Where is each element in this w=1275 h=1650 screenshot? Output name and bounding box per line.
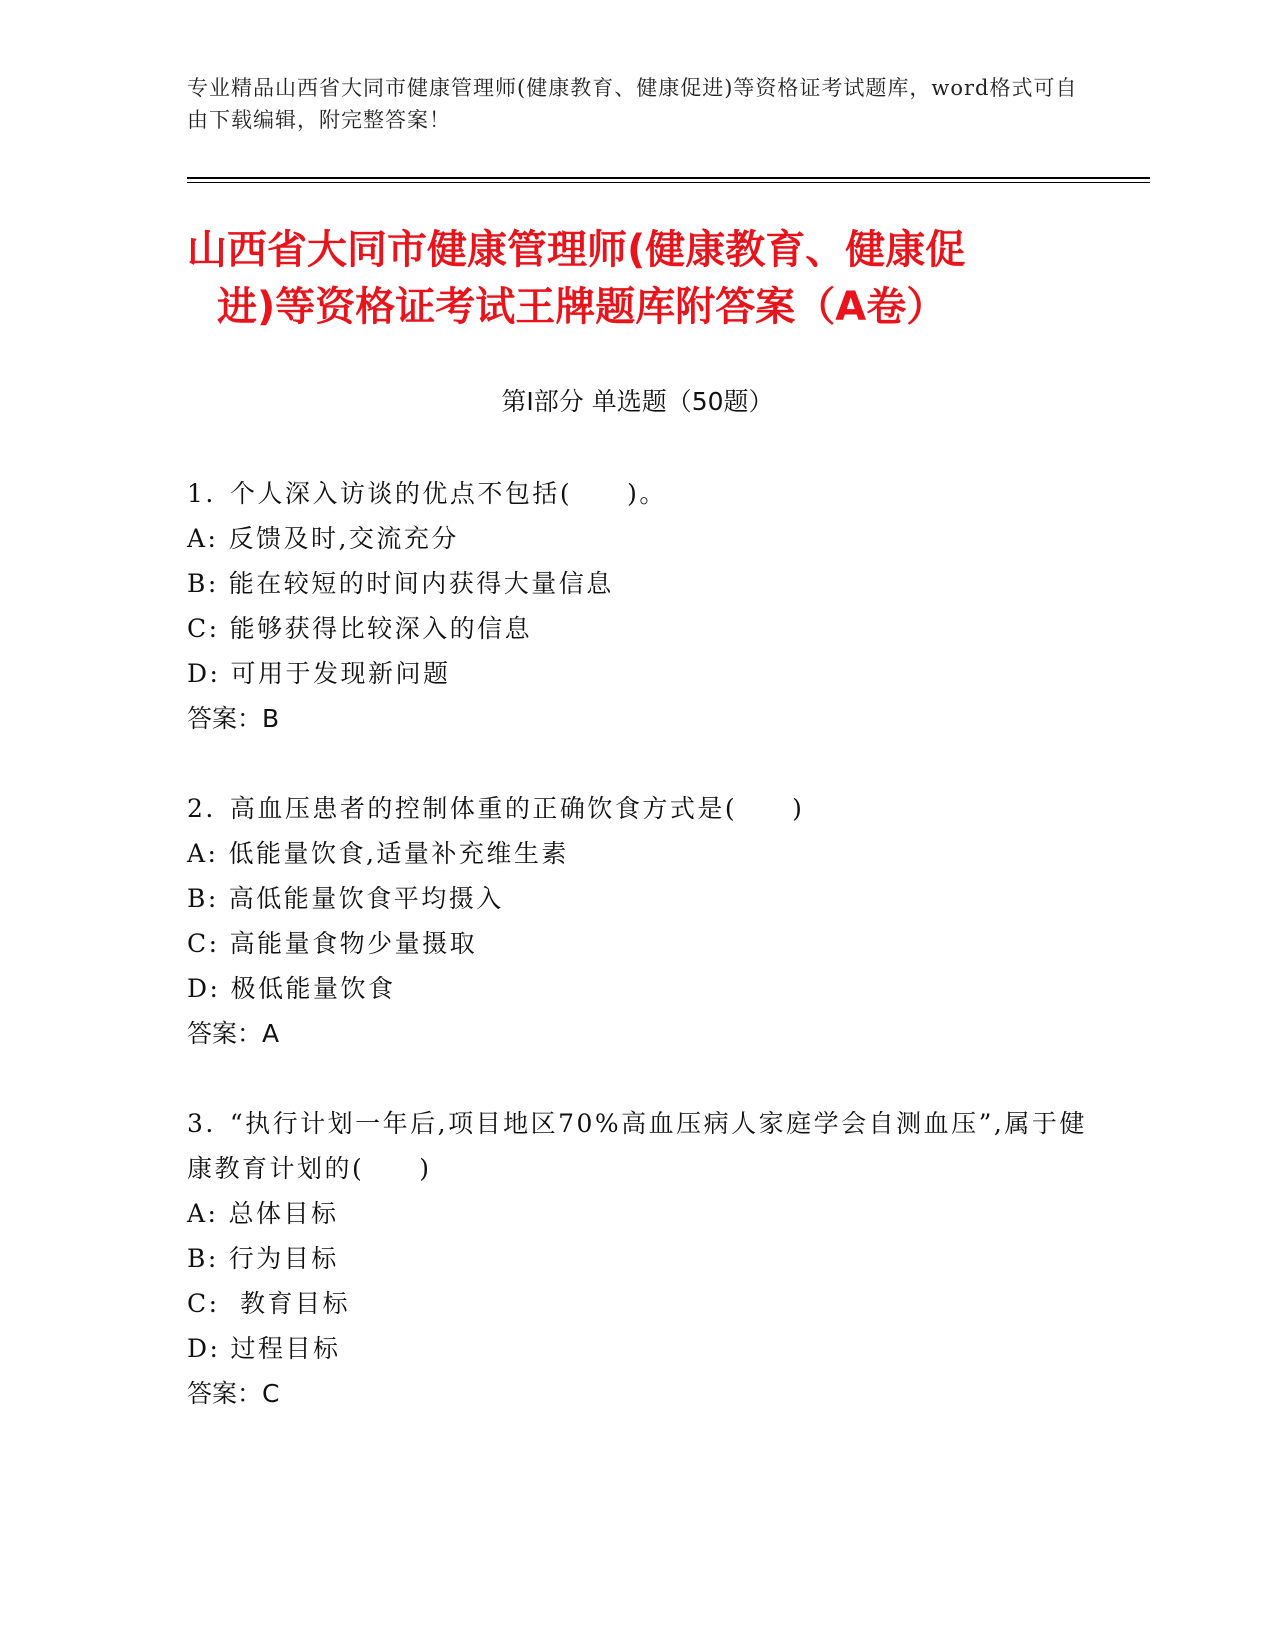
- question-text: “执行计划一年后,项目地区70%高血压病人家庭学会自测血压”,属于健康教育计划的( ): [187, 1109, 1087, 1183]
- question-number: 2.: [187, 794, 216, 823]
- question-stem: [187, 471, 1087, 516]
- option-key: A:: [187, 839, 219, 868]
- option-key: B:: [187, 1244, 219, 1273]
- option-key: B:: [187, 569, 219, 598]
- option-text: 能够获得比较深入的信息: [229, 614, 533, 643]
- option-c: [187, 1281, 1087, 1326]
- question-text: 高血压患者的控制体重的正确饮食方式是( ): [229, 794, 805, 823]
- option-d: [187, 1326, 1087, 1371]
- option-d: [187, 966, 1087, 1011]
- option-text: 过程目标: [230, 1334, 341, 1363]
- question-stem: [187, 1101, 1087, 1191]
- answer: 答案：A: [187, 1019, 280, 1048]
- option-key: B:: [187, 884, 219, 913]
- option-key: A:: [187, 524, 219, 553]
- option-b: [187, 1236, 1087, 1281]
- option-a: [187, 831, 1087, 876]
- option-text: 可用于发现新问题: [230, 659, 451, 688]
- option-text: 总体目标: [228, 1199, 339, 1228]
- section-heading: 第Ⅰ部分 单选题（50题）: [501, 387, 774, 416]
- option-text: 高低能量饮食平均摄入: [228, 884, 504, 913]
- option-text: 能在较短的时间内获得大量信息: [228, 569, 614, 598]
- question-2: [187, 786, 1087, 1056]
- header-rule-thick: [187, 177, 1150, 179]
- option-text: 极低能量饮食: [230, 974, 396, 1003]
- question-1: [187, 471, 1087, 741]
- header-note: 专业精品山西省大同市健康管理师(健康教育、健康促进)等资格证考试题库，word格式可自由下载编辑，附完整答案！: [187, 76, 1078, 132]
- option-b: [187, 561, 1087, 606]
- question-stem: [187, 786, 1087, 831]
- option-key: D:: [187, 974, 221, 1003]
- question-text: 个人深入访谈的优点不包括( )。: [229, 479, 667, 508]
- question-number: 1.: [187, 479, 216, 508]
- option-c: [187, 921, 1087, 966]
- header-rule-thin: [187, 182, 1150, 183]
- option-c: [187, 606, 1087, 651]
- option-text: 低能量饮食,适量补充维生素: [228, 839, 569, 868]
- option-key: C:: [187, 614, 220, 643]
- title-line-2: 进)等资格证考试王牌题库附答案（A卷）: [217, 284, 947, 330]
- option-d: [187, 651, 1087, 696]
- option-key: A:: [187, 1199, 219, 1228]
- question-3: [187, 1101, 1087, 1416]
- answer: 答案：C: [187, 1379, 280, 1408]
- answer: 答案：B: [187, 704, 280, 733]
- option-text: 教育目标: [229, 1289, 351, 1318]
- option-a: [187, 516, 1087, 561]
- question-number: 3.: [187, 1109, 216, 1138]
- title-line-1: 山西省大同市健康管理师(健康教育、健康促: [187, 227, 966, 273]
- option-text: 行为目标: [228, 1244, 339, 1273]
- option-b: [187, 876, 1087, 921]
- option-a: [187, 1191, 1087, 1236]
- option-text: 反馈及时,交流充分: [228, 524, 459, 553]
- option-key: D:: [187, 659, 221, 688]
- option-key: D:: [187, 1334, 221, 1363]
- document-title: [187, 222, 1087, 336]
- option-key: C:: [187, 929, 220, 958]
- option-key: C:: [187, 1289, 220, 1318]
- question-list: [187, 471, 1087, 1461]
- option-text: 高能量食物少量摄取: [229, 929, 478, 958]
